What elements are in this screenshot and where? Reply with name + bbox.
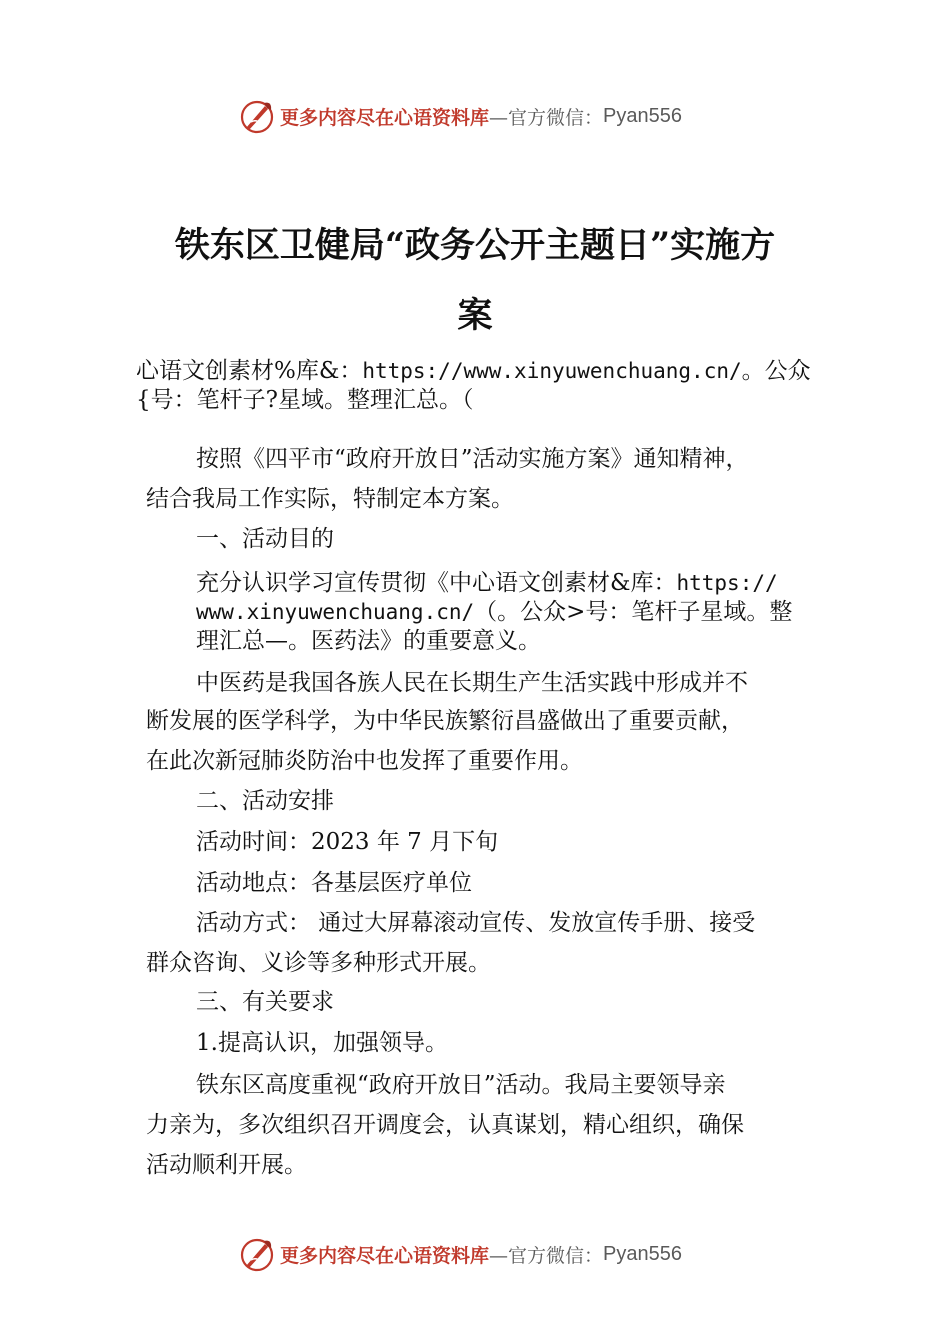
purpose-text-2: （。公众>号：笔杆子星域。整 — [474, 599, 793, 625]
activity-method-line-1: 活动方式： 通过大屏幕滚动宣传、发放宣传手册、接受 — [196, 910, 756, 936]
section-heading-arrangement: 二、活动安排 — [196, 788, 334, 814]
header-watermark-banner — [238, 96, 682, 136]
activity-method-line-2: 群众咨询、义诊等多种形式开展。 — [146, 950, 491, 976]
banner-red-text: 更多内容尽在心语资料库 — [280, 1244, 490, 1267]
banner-gray-text: —官方微信： — [489, 106, 604, 129]
banner-wechat-id: Pyan556 — [603, 1242, 682, 1265]
tcm-paragraph-line-2: 断发展的医学科学，为中华民族繁衍昌盛做出了重要贡献， — [146, 708, 744, 734]
document-title-line-2: 案 — [457, 295, 493, 336]
section-heading-requirements: 三、有关要求 — [196, 989, 334, 1015]
section-heading-purpose: 一、活动目的 — [196, 526, 334, 552]
document-title-line-1: 铁东区卫健局“政务公开主题日”实施方 — [174, 225, 776, 266]
footer-watermark-banner — [238, 1234, 682, 1274]
quill-logo-icon — [238, 1235, 276, 1273]
source-note-url: https://www.xinyuwenchuang.cn/ — [362, 359, 742, 383]
intro-paragraph-line-1: 按照《四平市“政府开放日”活动实施方案》通知精神， — [196, 446, 749, 472]
source-note-line-1 — [136, 356, 811, 386]
tcm-paragraph-line-3: 在此次新冠肺炎防治中也发挥了重要作用。 — [146, 748, 583, 774]
purpose-url-part-1: https:// — [676, 571, 778, 595]
source-note-text-end: 。公众 — [741, 358, 811, 384]
source-note-line-2: {号：笔杆子?星域。整理汇总。（ — [136, 387, 474, 413]
leadership-paragraph-line-1: 铁东区高度重视“政府开放日”活动。我局主要领导亲 — [196, 1072, 726, 1098]
banner-red-text: 更多内容尽在心语资料库 — [280, 106, 490, 129]
banner-wechat-id: Pyan556 — [603, 104, 682, 127]
tcm-paragraph-line-1: 中医药是我国各族人民在长期生产生活实践中形成并不 — [196, 670, 748, 696]
purpose-paragraph-line-2 — [196, 597, 792, 627]
activity-place: 活动地点：各基层医疗单位 — [196, 870, 472, 896]
requirement-1-heading: 1.提高认识，加强领导。 — [196, 1030, 448, 1056]
leadership-paragraph-line-3: 活动顺利开展。 — [146, 1152, 307, 1178]
purpose-paragraph-line-1 — [196, 568, 778, 598]
intro-paragraph-line-2: 结合我局工作实际，特制定本方案。 — [146, 486, 514, 512]
banner-gray-text: —官方微信： — [489, 1244, 604, 1267]
quill-logo-icon — [238, 97, 276, 135]
purpose-url-part-2: www.xinyuwenchuang.cn/ — [196, 600, 475, 624]
activity-time: 活动时间：2023 年 7 月下旬 — [196, 829, 499, 855]
leadership-paragraph-line-2: 力亲为，多次组织召开调度会，认真谋划，精心组织，确保 — [146, 1112, 744, 1138]
purpose-paragraph-line-3: 理汇总—。医药法》的重要意义。 — [196, 628, 541, 654]
purpose-text: 充分认识学习宣传贯彻《中心语文创素材&库： — [196, 570, 677, 596]
source-note-text: 心语文创素材%库&： — [136, 358, 363, 384]
